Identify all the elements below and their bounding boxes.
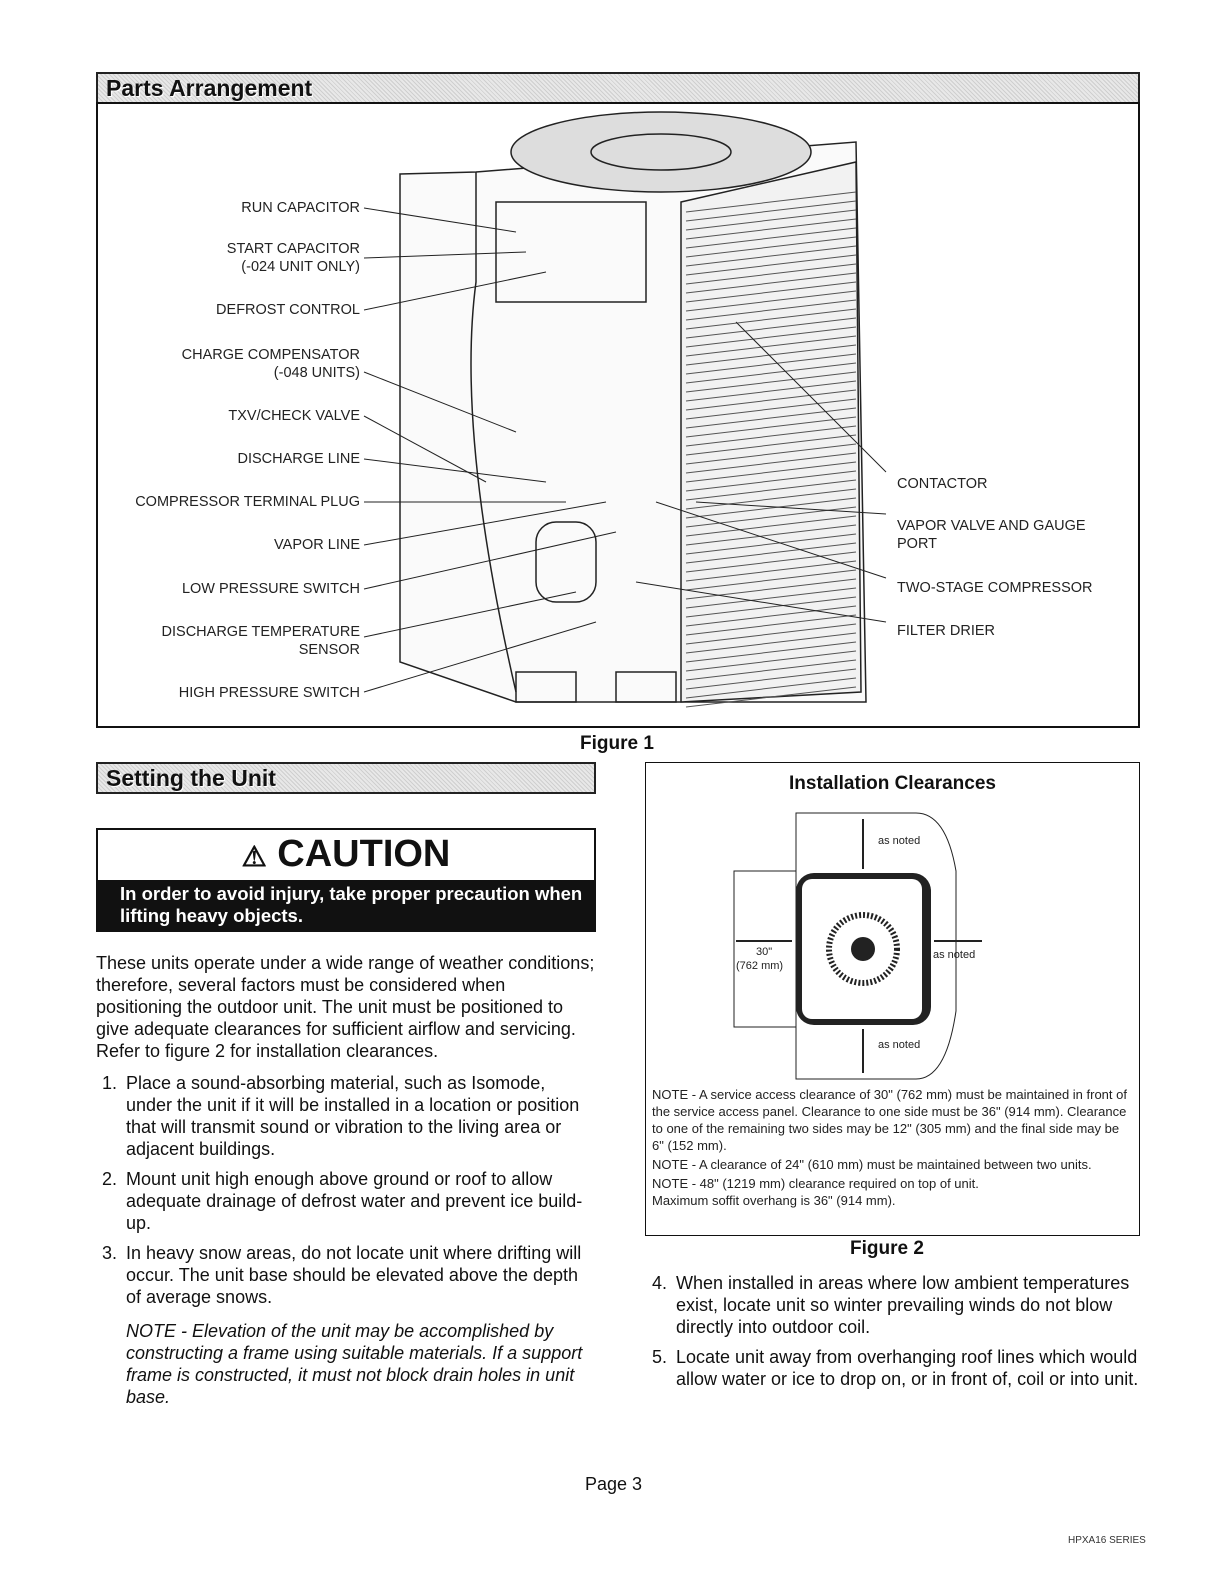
dim-right: as noted xyxy=(933,949,976,961)
warning-triangle-icon: ⚠ xyxy=(241,841,267,872)
figure2-title: Installation Clearances xyxy=(789,773,996,794)
item-text: In heavy snow areas, do not locate unit where drifting will occur. The unit base should be elevated above the depth of average snows. xyxy=(126,1243,582,1307)
list-item xyxy=(102,1242,596,1308)
item-text: Place a sound-absorbing material, such as Isomode, under the unit if it will be installed in a location or position that will transmit sound or vibration to the living area or adjacent buildings. xyxy=(126,1073,580,1159)
section-header-parts-arrangement: Parts Arrangement xyxy=(96,72,1140,104)
list-item xyxy=(102,1168,596,1234)
item-text: When installed in areas where low ambient temperatures exist, locate unit so winter prevailing winds do not blow directly into outdoor coil. xyxy=(676,1273,1130,1337)
label-charge-compensator-note: (-048 UNITS) xyxy=(273,365,360,381)
label-filter-drier: FILTER DRIER xyxy=(897,623,996,639)
label-discharge-temperature: DISCHARGE TEMPERATURE xyxy=(161,624,360,640)
label-vapor-valve: VAPOR VALVE AND GAUGE xyxy=(897,518,1086,534)
label-txv-check-valve: TXV/CHECK VALVE xyxy=(228,408,360,424)
label-vapor-line: VAPOR LINE xyxy=(274,537,360,553)
label-compressor-terminal-plug: COMPRESSOR TERMINAL PLUG xyxy=(135,494,360,510)
dim-bottom: as noted xyxy=(878,1039,921,1051)
item-text: Locate unit away from overhanging roof lines which would allow water or ice to drop on, or in front of, coil or into unit. xyxy=(676,1347,1139,1389)
item-number: 4. xyxy=(652,1273,668,1293)
label-start-capacitor-note: (-024 UNIT ONLY) xyxy=(241,259,360,275)
caution-box xyxy=(96,828,596,932)
item-number: 1. xyxy=(102,1073,118,1093)
list-item xyxy=(652,1272,1140,1338)
section-header-setting-the-unit: Setting the Unit xyxy=(96,762,596,794)
caution-message: In order to avoid injury, take proper precaution when lifting heavy objects. xyxy=(98,880,594,930)
label-low-pressure-switch: LOW PRESSURE SWITCH xyxy=(181,581,360,597)
list-item xyxy=(102,1072,596,1160)
figure2-note-2: NOTE - A clearance of 24" (610 mm) must be maintained between two units. xyxy=(652,1157,1092,1172)
right-column-text xyxy=(646,1272,1140,1398)
label-port: PORT xyxy=(897,536,938,552)
label-charge-compensator: CHARGE COMPENSATOR xyxy=(181,347,360,363)
intro-paragraph: These units operate under a wide range of weather conditions; therefore, several factors must be considered when positioning the outdoor unit. The unit must be positioned to give adequate clearances for sufficient airflow and servicing. Refer to figure 2 for installation clearances. xyxy=(96,953,595,1061)
label-discharge-line: DISCHARGE LINE xyxy=(237,451,360,467)
label-high-pressure-switch: HIGH PRESSURE SWITCH xyxy=(178,685,360,701)
elevation-note: NOTE - Elevation of the unit may be accomplished by constructing a frame using suitable materials. If a support frame is constructed, it must not block drain holes in unit base. xyxy=(126,1321,583,1407)
caution-title: CAUTION xyxy=(277,833,451,875)
label-contactor: CONTACTOR xyxy=(897,476,988,492)
item-number: 5. xyxy=(652,1347,668,1367)
dim-left-mm: (762 mm) xyxy=(736,960,784,972)
dim-top: as noted xyxy=(878,835,921,847)
label-run-capacitor: RUN CAPACITOR xyxy=(241,200,360,216)
label-defrost-control: DEFROST CONTROL xyxy=(216,302,360,318)
figure1-caption: Figure 1 xyxy=(580,733,654,754)
series-label: HPXA16 SERIES xyxy=(1068,1535,1146,1546)
figure2-note-3: NOTE - 48" (1219 mm) clearance required on top of unit. Maximum soffit overhang is 36" (914 mm). xyxy=(652,1176,979,1208)
label-sensor: SENSOR xyxy=(298,642,360,658)
figure2-notes xyxy=(652,1086,1134,1211)
dim-left: 30" xyxy=(756,946,773,958)
figure2-frame xyxy=(645,762,1140,1236)
item-number: 2. xyxy=(102,1169,118,1189)
label-start-capacitor: START CAPACITOR xyxy=(226,241,360,257)
figure2-note-1: NOTE - A service access clearance of 30" (762 mm) must be maintained in front of the service access panel. Clearance to one side must be 36" (914 mm). Clearance to one of the remaining two sides may be 12" (305 mm) and the final side may be 6" (152 mm). xyxy=(652,1087,1127,1153)
label-two-stage-compressor: TWO-STAGE COMPRESSOR xyxy=(897,580,1093,596)
left-column-text xyxy=(96,952,596,1418)
figure2-caption: Figure 2 xyxy=(850,1238,924,1259)
list-item xyxy=(652,1346,1140,1390)
page-number: Page 3 xyxy=(585,1474,643,1494)
item-number: 3. xyxy=(102,1243,118,1263)
item-text: Mount unit high enough above ground or roof to allow adequate drainage of defrost water and prevent ice build-up. xyxy=(126,1169,583,1233)
